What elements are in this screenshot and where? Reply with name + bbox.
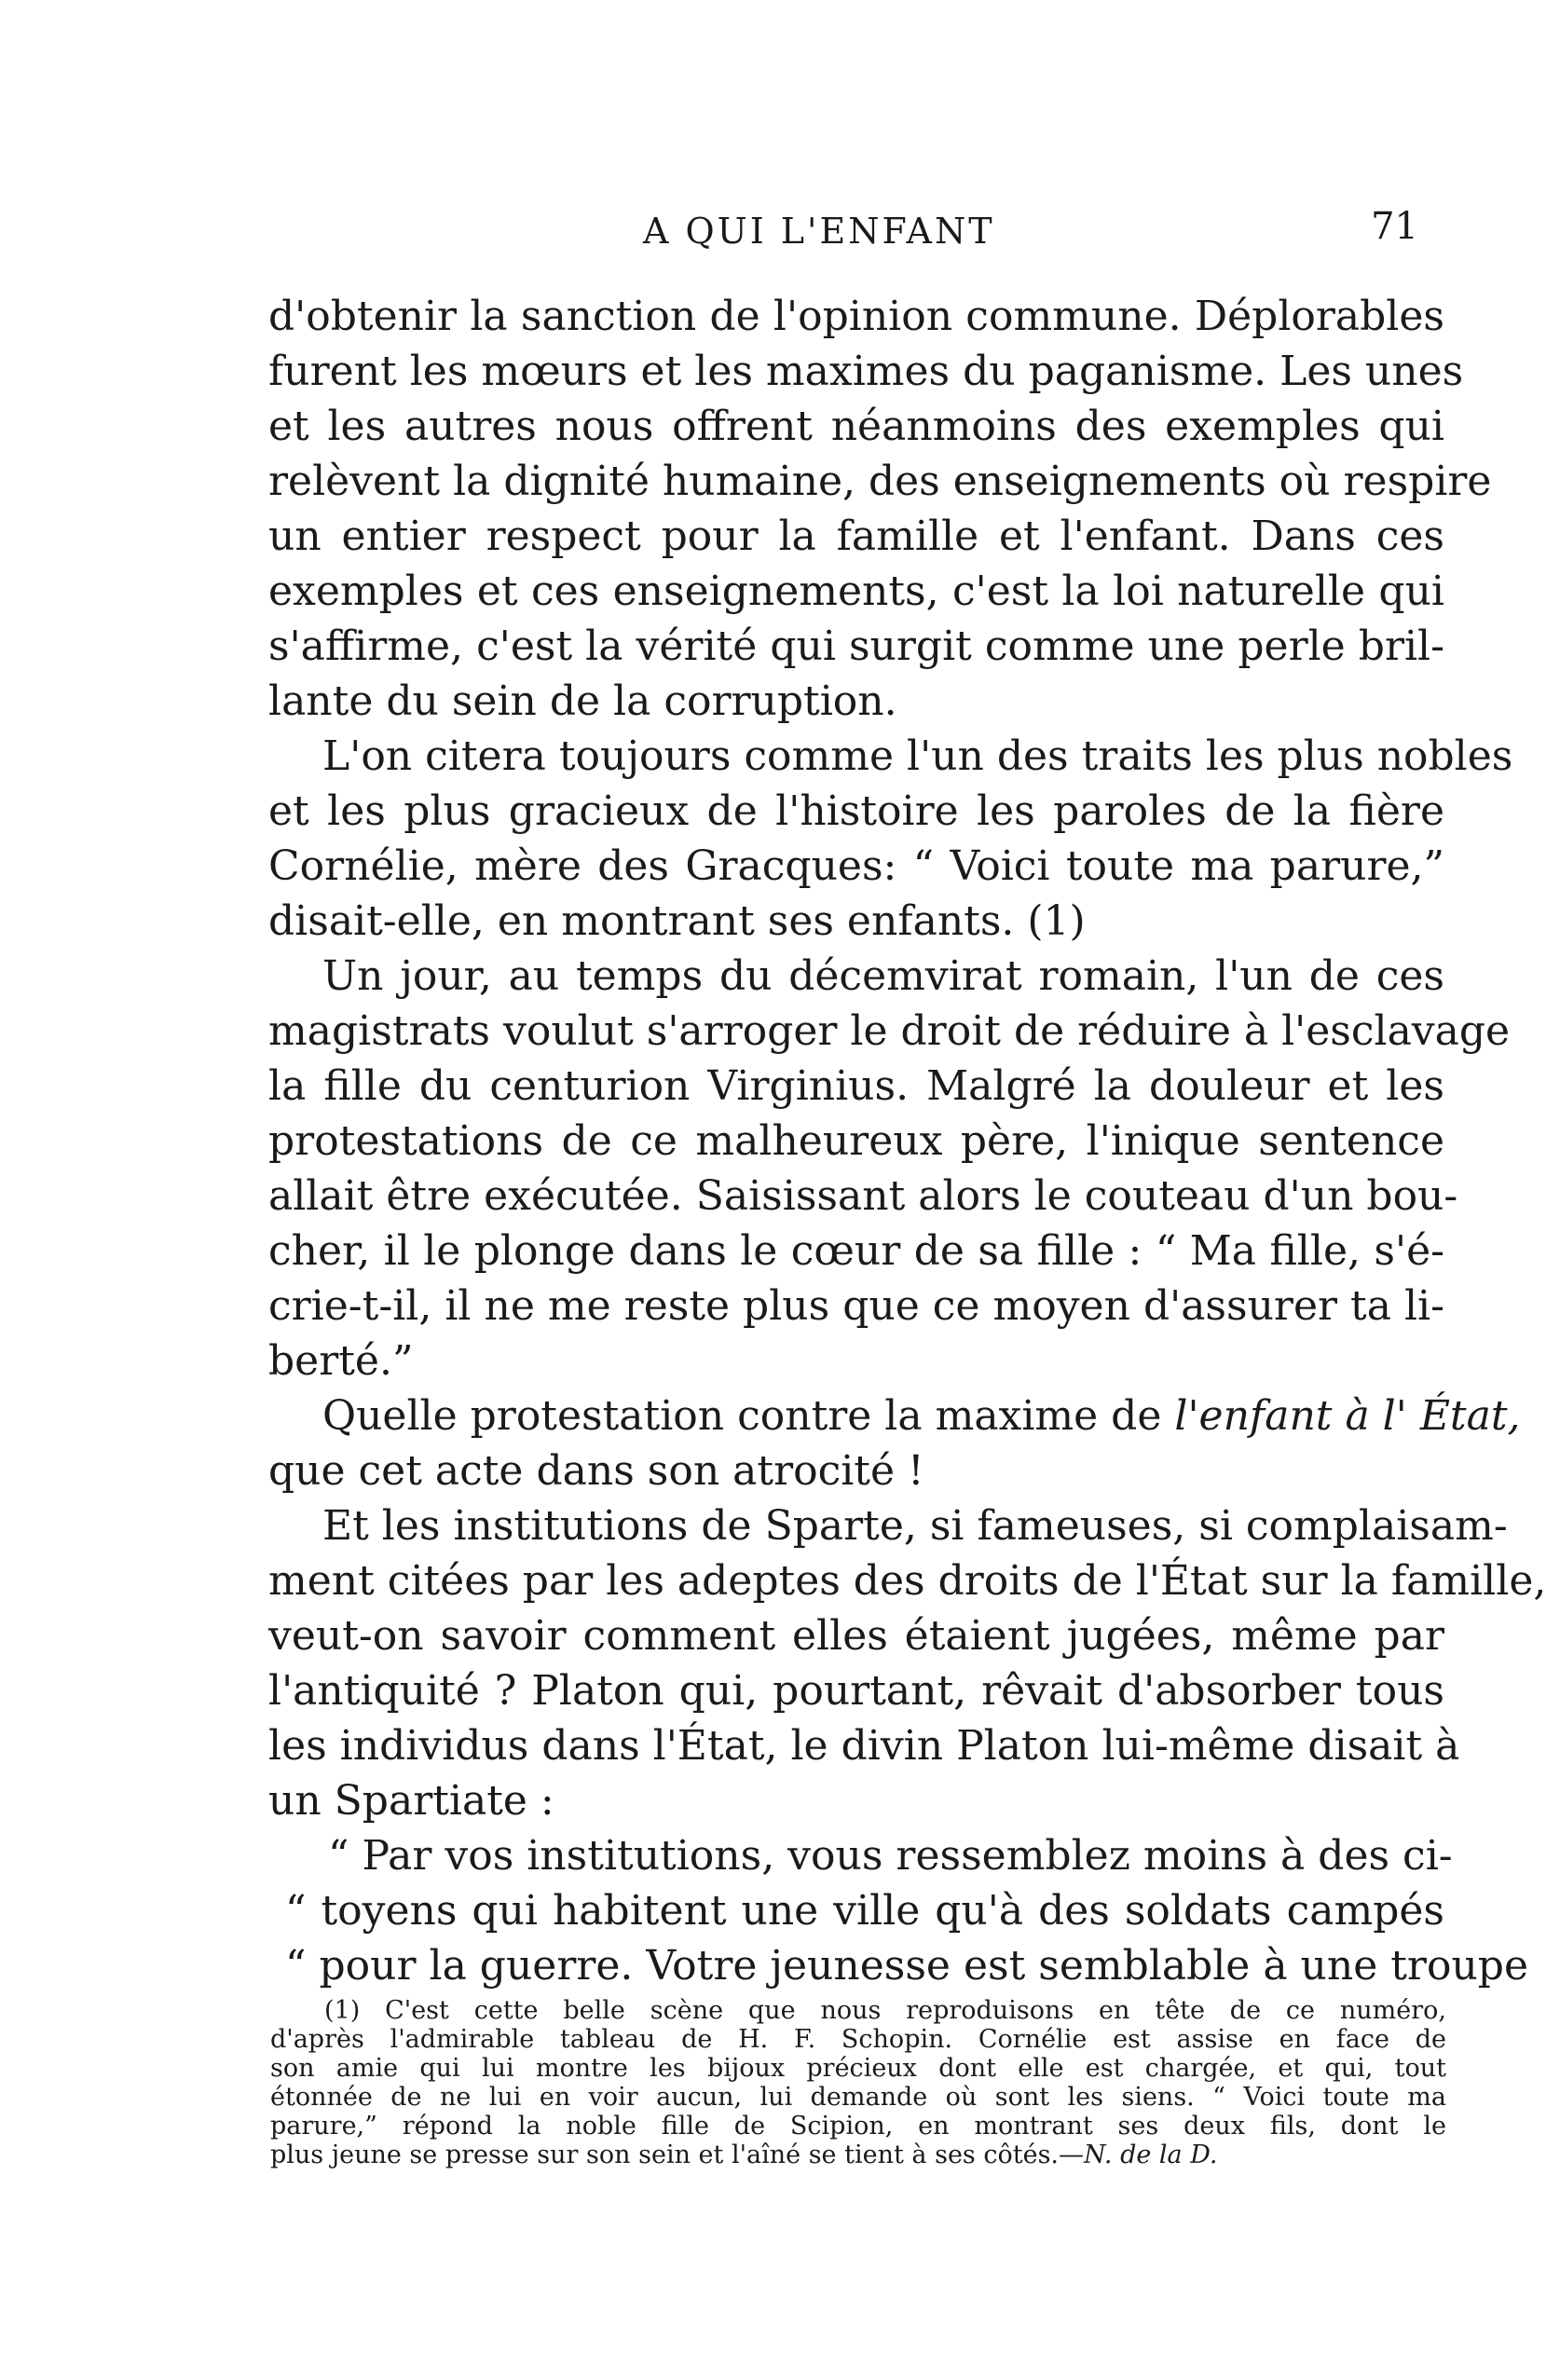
text-line: “ toyens qui habitent une ville qu'à des soldats campés (285, 1887, 1444, 1935)
text-line: les individus dans l'État, le divin Platon lui-même disait à (268, 1722, 1460, 1770)
footnote-line: étonnée de ne lui en voir aucun, lui demande où sont les siens. “ Voici toute ma (270, 2083, 1446, 2112)
footnote-line: d'après l'admirable tableau de H. F. Schopin. Cornélie est assise en face de (270, 2025, 1446, 2054)
text-line: et les plus gracieux de l'histoire les paroles de la fière (268, 787, 1444, 835)
text-line: un Spartiate : (268, 1777, 554, 1825)
text-line: ment citées par les adeptes des droits de l'État sur la famille, (268, 1557, 1546, 1605)
footnote-line: son amie qui lui montre les bijoux précieux dont elle est chargée, et qui, tout (270, 2054, 1446, 2083)
text-line: Un jour, au temps du décemvirat romain, l'un de ces (322, 952, 1444, 1000)
text-line (268, 1388, 1521, 1443)
text-run: Quelle protestation contre la maxime de (322, 1392, 1175, 1440)
text-line: protestations de ce malheureux père, l'inique sentence (268, 1117, 1444, 1165)
text-line: crie-t-il, il ne me reste plus que ce moyen d'assurer ta li- (268, 1282, 1444, 1330)
text-line: un entier respect pour la famille et l'enfant. Dans ces (268, 513, 1444, 560)
footnote (270, 1996, 1446, 2169)
text-line: berté.” (268, 1337, 414, 1385)
text-run: plus jeune se presse sur son sein et l'aîné se tient à ses côtés.— (270, 2141, 1085, 2169)
text-line: l'antiquité ? Platon qui, pourtant, rêvait d'absorber tous (268, 1667, 1444, 1715)
text-line: disait-elle, en montrant ses enfants. (1) (268, 897, 1086, 945)
text-line: furent les mœurs et les maximes du paganisme. Les unes (268, 348, 1464, 395)
footnote-signature: N. de la D. (1084, 2141, 1218, 2169)
text-line: exemples et ces enseignements, c'est la loi naturelle qui (268, 568, 1444, 615)
text-line: d'obtenir la sanction de l'opinion commune. Déplorables (268, 293, 1444, 340)
footnote-line: parure,” répond la noble fille de Scipion, en montrant ses deux fils, dont le (270, 2112, 1446, 2141)
text-line: allait être exécutée. Saisissant alors le couteau d'un bou- (268, 1172, 1458, 1220)
text-line: veut-on savoir comment elles étaient jugées, même par (268, 1612, 1444, 1660)
text-line: que cet acte dans son atrocité ! (268, 1447, 924, 1495)
text-line: lante du sein de la corruption. (268, 677, 897, 725)
page-number: 71 (1371, 205, 1418, 248)
text-line: L'on citera toujours comme l'un des traits les plus nobles (322, 732, 1513, 780)
footnote-line: (1) C'est cette belle scène que nous reproduisons en tête de ce numéro, (324, 1996, 1446, 2025)
text-line: cher, il le plonge dans le cœur de sa fille : “ Ma fille, s'é- (268, 1227, 1444, 1275)
text-line: la fille du centurion Virginius. Malgré la douleur et les (268, 1062, 1444, 1110)
text-line: “ pour la guerre. Votre jeunesse est semblable à une troupe (285, 1942, 1528, 1990)
text-line: “ Par vos institutions, vous ressemblez moins à des ci- (328, 1832, 1453, 1880)
running-head (280, 205, 1446, 267)
text-line: relèvent la dignité humaine, des enseignements où respire (268, 458, 1492, 505)
footnote-line (270, 2141, 1446, 2169)
text-line: Cornélie, mère des Gracques: “ Voici toute ma parure,” (268, 842, 1444, 890)
body-text (268, 289, 1546, 1993)
text-line: s'affirme, c'est la vérité qui surgit comme une perle bril- (268, 622, 1444, 670)
text-line: magistrats voulut s'arroger le droit de réduire à l'esclavage (268, 1007, 1511, 1055)
text-line: Et les institutions de Sparte, si fameuses, si complaisam- (322, 1502, 1508, 1550)
running-title: A QUI L'ENFANT (643, 211, 995, 252)
text-line: et les autres nous offrent néanmoins des exemples qui (268, 403, 1444, 450)
italic-text: l'enfant à l' État, (1174, 1392, 1521, 1440)
